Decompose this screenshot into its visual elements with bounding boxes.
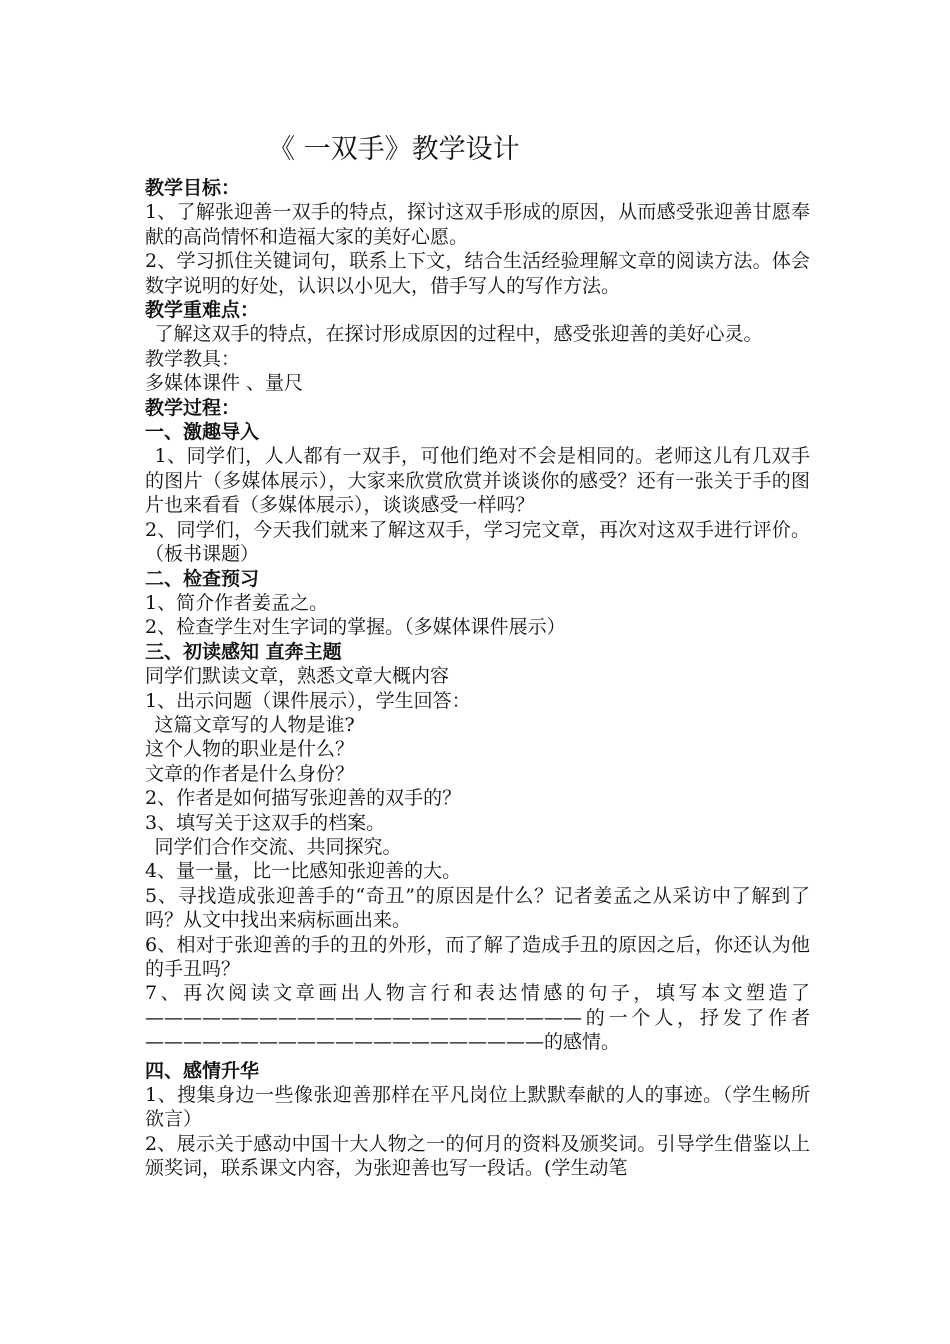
paragraph: 6、相对于张迎善的手的丑的外形，而了解了造成手丑的原因之后，你还认为他的手丑吗？ (145, 933, 810, 980)
paragraph: 1、同学们，人人都有一双手，可他们绝对不会是相同的。老师这儿有几双手的图片（多媒体展示），大家来欣赏欣赏并谈谈你的感受？还有一张关于手的图片也来看看（多媒体展示），谈谈感受一样吗？ (145, 445, 810, 517)
document-body (145, 176, 810, 1181)
paragraph: 这篇文章写的人物是谁? (154, 713, 355, 736)
paragraph: 1、搜集身边一些像张迎善那样在平凡岗位上默默奉献的人的事迹。（学生畅所欲言） (145, 1084, 810, 1131)
section-heading: 三、初读感知 直奔主题 (145, 640, 342, 663)
paragraph: 文章的作者是什么身份？ (145, 762, 355, 785)
document-title: 《 一双手》教学设计 (268, 134, 520, 165)
paragraph: 3、填写关于这双手的档案。 (145, 811, 386, 834)
section-heading: 教学过程： (145, 396, 241, 419)
section-heading: 教学重难点： (145, 299, 260, 322)
paragraph: 5、寻找造成张迎善手的“奇丑”的原因是什么？记者姜孟之从采访中了解到了吗？从文中找出来病标画出来。 (145, 884, 810, 932)
paragraph: 这个人物的职业是什么？ (145, 738, 355, 761)
paragraph: 1、了解张迎善一双手的特点，探讨这双手形成的原因，从而感受张迎善甘愿奉献的高尚情怀和造福大家的美好心愿。 (145, 201, 810, 248)
paragraph: 4、量一量，比一比感知张迎善的大。 (145, 860, 462, 883)
paragraph: 2、作者是如何描写张迎善的双手的？ (145, 787, 462, 810)
section-heading: 四、感情升华 (145, 1059, 260, 1082)
paragraph: 1、简介作者姜孟之。 (145, 591, 329, 614)
paragraph: 多媒体课件 、量尺 (145, 372, 304, 395)
paragraph: 2、学习抓住关键词句，联系上下文，结合生活经验理解文章的阅读方法。体会数字说明的好处，认识以小见大，借手写人的写作方法。 (145, 250, 810, 297)
section-heading: 二、检查预习 (145, 567, 260, 590)
paragraph: 2、展示关于感动中国十大人物之一的何月的资料及颁奖词。引导学生借鉴以上颁奖词，联系课文内容，为张迎善也写一段话。(学生动笔 (145, 1132, 810, 1180)
section-heading: 教学目标： (145, 177, 241, 199)
paragraph: 了解这双手的特点，在探讨形成原因的过程中，感受张迎善的美好心灵。 (154, 323, 763, 346)
paragraph: 同学们默读文章，熟悉文章大概内容 (145, 665, 450, 688)
paragraph: 同学们合作交流、共同探究。 (154, 835, 402, 858)
paragraph: 2、检查学生对生字词的掌握。（多媒体课件展示） (145, 616, 566, 639)
paragraph: 7、再次阅读文章画出人物言行和表达情感的句子，填写本文塑造了———————————————————————的一个人，抒发了作者—————————————————————的感情。 (145, 982, 810, 1054)
paragraph: 2、同学们，今天我们就来了解这双手，学习完文章，再次对这双手进行评价。（板书课题） (145, 518, 810, 566)
section-heading: 一、激趣导入 (145, 421, 260, 444)
paragraph: 教学教具： (145, 347, 241, 370)
paragraph: 1、出示问题（课件展示），学生回答： (145, 689, 471, 712)
